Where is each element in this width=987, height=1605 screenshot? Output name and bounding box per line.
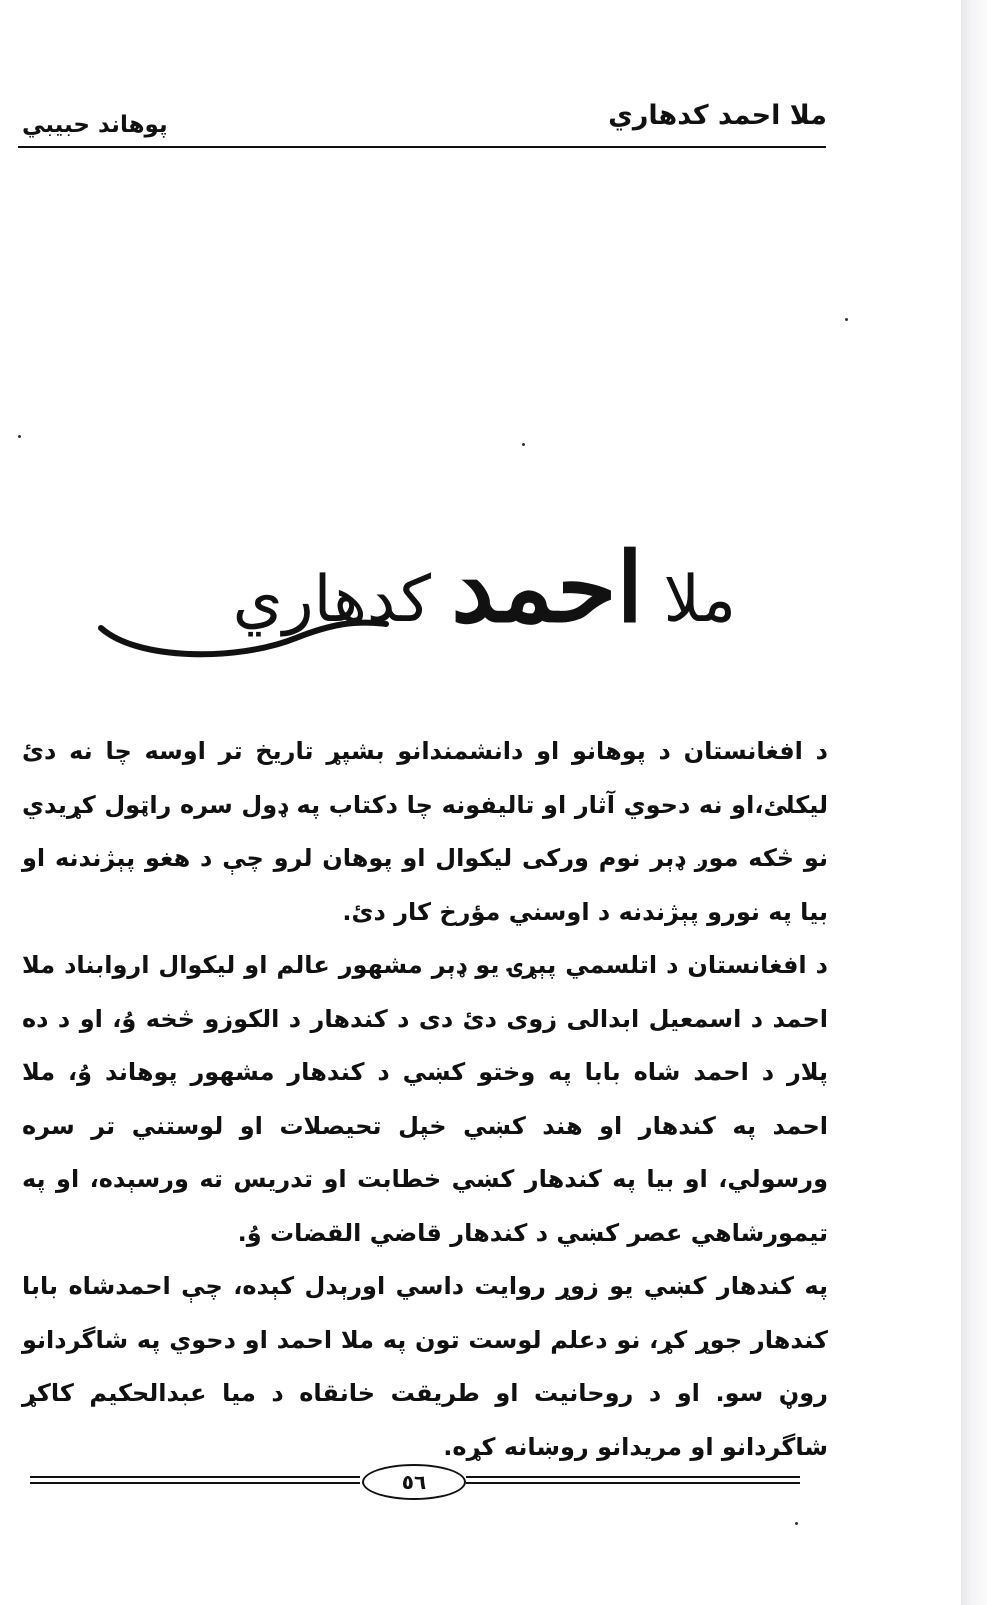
scan-speck — [522, 443, 525, 446]
scan-speck — [845, 318, 848, 321]
running-header-title: ملا احمد کدهاري — [608, 100, 827, 131]
scan-speck — [795, 1522, 798, 1525]
page-edge-shadow — [961, 0, 987, 1605]
page-number-text: ٥٦ — [401, 1470, 427, 1494]
footer-rule-right — [466, 1476, 800, 1478]
running-header-author: پوهاند حبيبي — [22, 112, 168, 138]
page-number — [362, 1464, 466, 1500]
body-text — [22, 725, 828, 1474]
chapter-title-start: ملا — [643, 563, 736, 637]
calligraphic-swash — [96, 580, 396, 660]
paragraph: د افغانستان د اتلسمي پېړۍ يو ډېر مشهور عالم او ليکوال اروابناد ملا احمد د اسمعيل ابدالی زوی دئ دی د کندهار د الکوزو څخه وُ، او د ده پلار د احمد شاه بابا په وختو کښي د کندهار مشهور پوهاند وُ، ملا احمد په کندهار او هند کښي خپل تحيصلات او لوستني تر سره ورسولي، او بيا په کندهار کښي خطابت او تدريس ته ورسېده، او په تيمورشاهي عصر کښي د کندهار قاضي القضات وُ. — [22, 951, 828, 1247]
footer-rule-left-2 — [30, 1482, 360, 1484]
footer-rule-right-2 — [466, 1482, 800, 1484]
chapter-title — [96, 520, 736, 660]
chapter-title-emphasis: احمد — [451, 531, 644, 644]
footer-rule-left — [30, 1476, 360, 1478]
paragraph: په کندهار کښي يو زوړ روايت داسي اورېدل کېده، چې احمدشاه بابا کندهار جوړ کړ، نو دعلم لوست تون په ملا احمد او دحوي په شاگردانو روڼ سو. او د روحانيت او طريقت خانقاه د ميا عبدالحکيم کاکړ شاگردانو او مريدانو روښانه کړه. — [22, 1272, 828, 1461]
chapter-title-end: کدهاري — [232, 563, 452, 637]
page-footer — [30, 1460, 800, 1500]
header-rule — [18, 146, 826, 148]
scan-speck — [18, 435, 21, 438]
paragraph: د افغانستان د پوهانو او دانشمندانو بشپړ تاريخ تر اوسه چا نه دئ ليکلئ،او نه دحوي آثار او تاليفونه چا دکتاب په ډول سره راټول کړيدي نو څکه موږ ډېر نوم ورکی ليکوال او پوهان لرو چې د هغو پېژندنه او بيا په نورو پېژندنه د اوسني مؤرخ کار دئ. — [22, 737, 828, 926]
